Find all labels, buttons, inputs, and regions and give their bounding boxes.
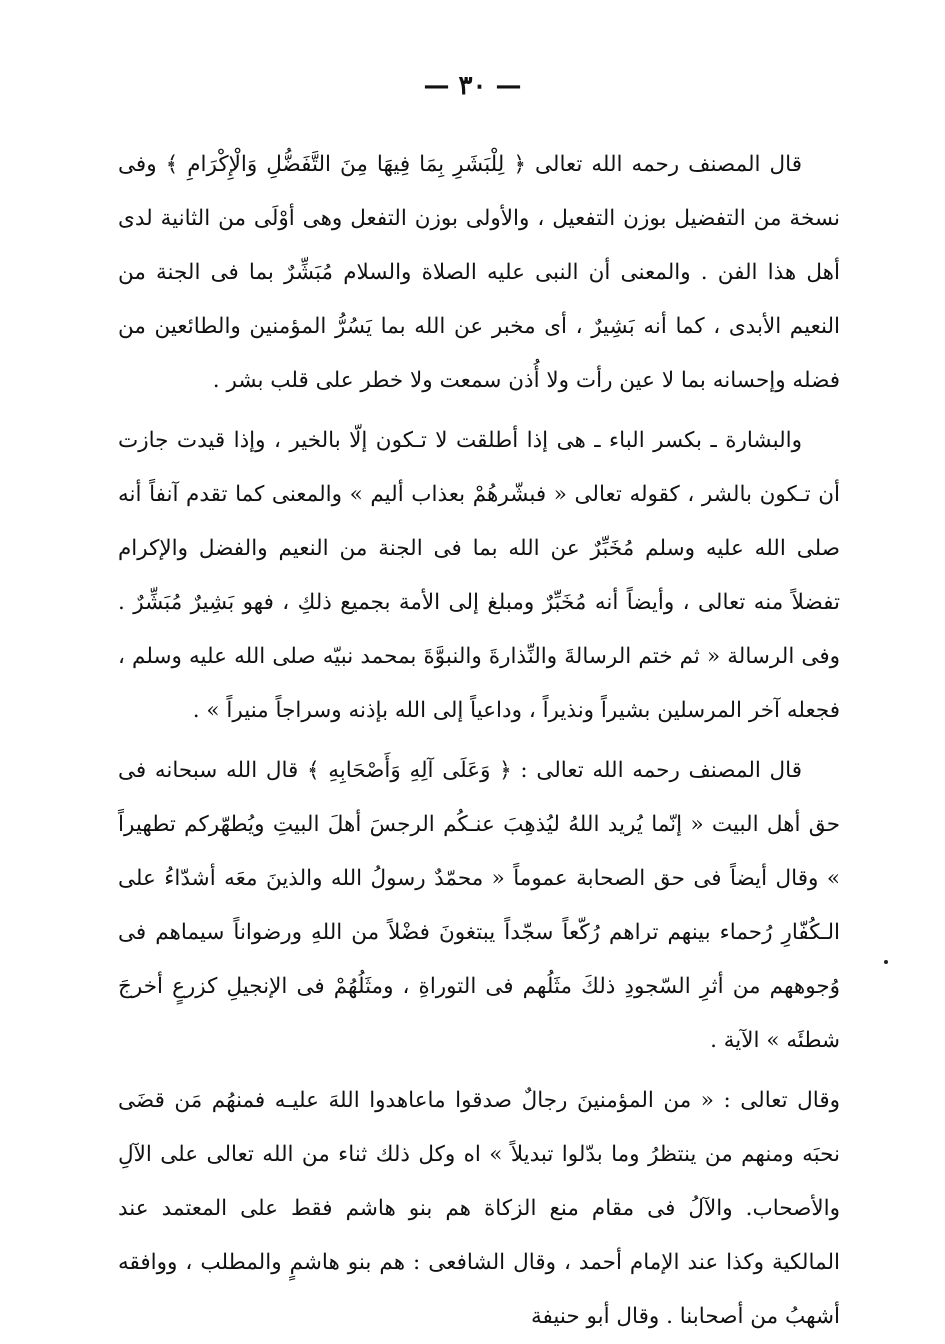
paragraph-2: والبشارة ـ بكسر الباء ـ هى إذا أطلقت لا تـكون إلّا بالخير ، وإذا قيدت جازت أن تـكون بالشر ، كقوله تعالى « فبشّرهُمْ بعذاب أليم » والمعنى كما تقدم آنفاً أنه صلى الله عليه وسلم مُخَبِّرٌ عن الله بما فى الجنة من النعيم والفضل والإكرام تفضلاً منه تعالى ، وأيضاً أنه مُخَبِّرٌ ومبلغ إلى الأمة بجميع ذلكِ ، فهو بَشِيرٌ مُبَشِّرٌ . وفى الرسالة « ثم ختم الرسالةَ والنِّذارةَ والنبوَّةَ بمحمد نبيّه صلى الله عليه وسلم ، فجعله آخر المرسلين بشيراً ونذيراً ، وداعياً إلى الله بإذنه وسراجاً منيراً » . (118, 428, 840, 723)
paragraph-3: قال المصنف رحمه الله تعالى : ﴿ وَعَلَى آلِهِ وَأَصْحَابِهِ ﴾ قال الله سبحانه فى حق أهل البيت « إنّما يُريد اللهُ ليُذهِبَ عنـكُم الرجسَ أهلَ البيتِ ويُطهّركم تطهيراً » وقال أيضاً فى حق الصحابة عموماً « محمّدٌ رسولُ الله والذينَ معَه أشدّاءُ على الـكُفّارِ رُحماء بينهم تراهم رُكّعاً سجّداً يبتغونَ فضْلاً من اللهِ ورضواناً سيماهم فى وُجوههم من أثرِ السّجودِ ذلكَ مثَلُهم فى التوراةِ ، ومثَلُهُمْ فى الإنجيلِ كزرعٍ أخرجَ شطئَه » الآية . (118, 758, 840, 1053)
paragraph-4: وقال تعالى : « من المؤمنينَ رجالٌ صدقوا ماعاهدوا اللهَ عليـه فمنهُم مَن قضَى نحبَه ومنهم من ينتظرُ وما بدّلوا تبديلاً » اه وكل ذلك ثناء من الله تعالى على الآلِ والأصحاب. والآلُ فى مقام منع الزكاة هم بنو هاشم فقط على المعتمد عند المالكية وكذا عند الإمام أحمد ، وقال الشافعى : هم بنو هاشمٍ والمطلب ، ووافقه أشهبُ من أصحابنا . وقال أبو حنيفة (118, 1088, 840, 1329)
stray-ink-dot (884, 960, 888, 964)
paragraph-1: قال المصنف رحمه الله تعالى ﴿ لِلْبَشَرِ بِمَا فِيهَا مِنَ التَّفَضُّلِ وَالْإِكْرَامِ ﴾ وفى نسخة من التفضيل بوزن التفعيل ، والأولى بوزن التفعل وهى أوْلَى من الثانية لدى أهل هذا الفن . والمعنى أن النبى عليه الصلاة والسلام مُبَشِّرٌ بما فى الجنة من النعيم الأبدى ، كما أنه بَشِيرٌ ، أى مخبر عن الله بما يَسُرُّ المؤمنين والطائعين من فضله وإحسانه بما لا عين رأت ولا أُذن سمعت ولا خطر على قلب بشر . (118, 152, 840, 393)
page-number: — ٣٠ — (423, 71, 522, 101)
body-text (118, 138, 840, 1344)
